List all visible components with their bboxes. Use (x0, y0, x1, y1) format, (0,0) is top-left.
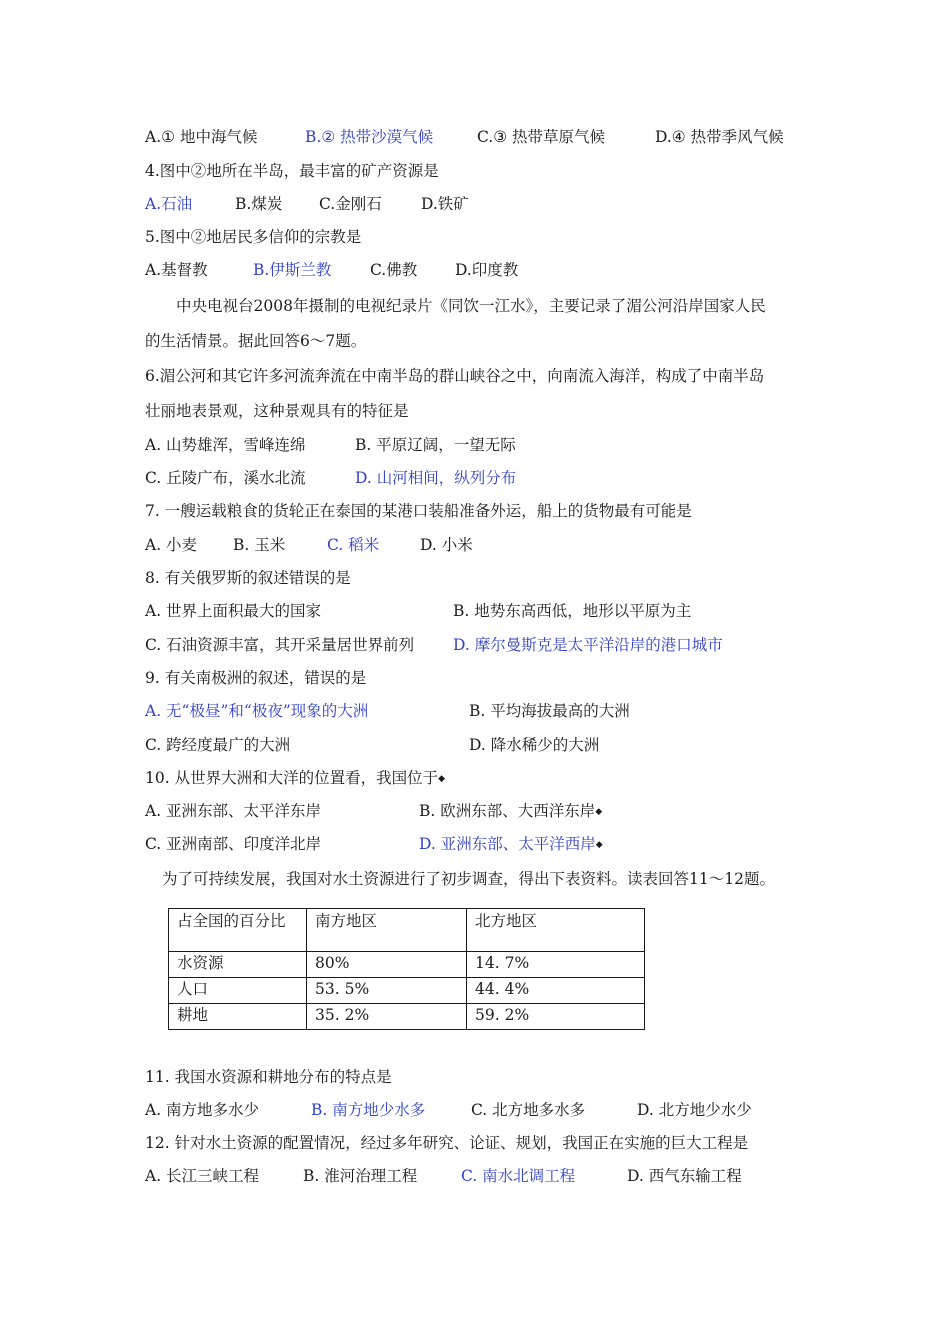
q7-option-a: A. 小麦 (145, 536, 198, 554)
table-cell: 59. 2% (467, 1004, 645, 1030)
q5-option-d: D.印度教 (455, 261, 519, 279)
q5-stem: 5.图中②地居民多信仰的宗教是 (145, 228, 362, 246)
table-header-row (169, 909, 645, 952)
q9-option-a: A. 无“极昼”和“极夜”现象的大洲 (145, 702, 369, 720)
q7-option-b: B. 玉米 (233, 536, 286, 554)
q6-option-a: A. 山势雄浑，雪峰连绵 (145, 436, 306, 454)
table-cell: 53. 5% (307, 978, 467, 1004)
q5-option-a: A.基督教 (145, 261, 208, 279)
q8-stem: 8. 有关俄罗斯的叙述错误的是 (145, 569, 351, 587)
q9-option-c: C. 跨经度最广的大洲 (145, 736, 291, 754)
q6-option-c: C. 丘陵广布，溪水北流 (145, 469, 306, 487)
q8-option-d: D. 摩尔曼斯克是太平洋沿岸的港口城市 (453, 636, 723, 654)
q3-option-b: B.② 热带沙漠气候 (305, 128, 434, 146)
q3-option-d: D.④ 热带季风气候 (655, 128, 784, 146)
q12-stem: 12. 针对水土资源的配置情况，经过多年研究、论证、规划，我国正在实施的巨大工程是 (145, 1134, 749, 1152)
q4-option-a: A.石油 (145, 195, 193, 213)
q10-option-d-wrap (419, 834, 603, 855)
q10-option-b-wrap (419, 801, 602, 822)
q10-mark-1: ◆ (438, 774, 446, 784)
resource-table (168, 908, 645, 1030)
q10-mark-3: ◆ (595, 840, 603, 850)
q8-option-b: B. 地势东高西低，地形以平原为主 (453, 602, 692, 620)
q5-option-c: C.佛教 (370, 261, 418, 279)
q12-option-c: C. 南水北调工程 (461, 1167, 576, 1185)
q11-option-d: D. 北方地少水少 (637, 1101, 752, 1119)
q10-stem-text: 10. 从世界大洲和大洋的位置看，我国位于 (145, 769, 439, 787)
table-cell: 人口 (169, 978, 307, 1004)
table-cell: 80% (307, 952, 467, 978)
q10-stem (145, 768, 445, 789)
q10-option-d: D. 亚洲东部、太平洋西岸 (419, 835, 596, 853)
q3-option-a: A.① 地中海气候 (145, 128, 258, 146)
table-cell: 35. 2% (307, 1004, 467, 1030)
q12-option-d: D. 西气东输工程 (627, 1167, 742, 1185)
q10-option-a: A. 亚洲东部、太平洋东岸 (145, 802, 322, 820)
table-cell: 耕地 (169, 1004, 307, 1030)
q6-stem-line1: 6.湄公河和其它许多河流奔流在中南半岛的群山峡谷之中，向南流入海洋，构成了中南半岛 (145, 367, 765, 385)
q7-option-c: C. 稻米 (327, 536, 380, 554)
table-cell: 14. 7% (467, 952, 645, 978)
q9-option-d: D. 降水稀少的大洲 (469, 736, 600, 754)
q5-option-b: B.伊斯兰教 (253, 261, 332, 279)
passage1-line2: 的生活情景。据此回答6～7题。 (145, 332, 367, 350)
q9-option-b: B. 平均海拔最高的大洲 (469, 702, 630, 720)
q11-stem: 11. 我国水资源和耕地分布的特点是 (145, 1068, 392, 1086)
q9-stem: 9. 有关南极洲的叙述，错误的是 (145, 669, 367, 687)
q10-option-b: B. 欧洲东部、大西洋东岸 (419, 802, 596, 820)
q11-option-c: C. 北方地多水多 (471, 1101, 586, 1119)
table-header-cell: 南方地区 (307, 909, 467, 952)
q6-option-d: D. 山河相间，纵列分布 (355, 469, 517, 487)
q12-option-a: A. 长江三峡工程 (145, 1167, 260, 1185)
q10-mark-2: ◆ (595, 807, 603, 817)
q4-option-c: C.金刚石 (319, 195, 382, 213)
q8-option-a: A. 世界上面积最大的国家 (145, 602, 322, 620)
table-cell: 44. 4% (467, 978, 645, 1004)
passage1-line1: 中央电视台2008年摄制的电视纪录片《同饮一江水》，主要记录了湄公河沿岸国家人民 (176, 297, 766, 315)
q11-option-b: B. 南方地少水多 (311, 1101, 426, 1119)
table-row (169, 952, 645, 978)
q3-option-c: C.③ 热带草原气候 (477, 128, 606, 146)
q6-option-b: B. 平原辽阔，一望无际 (355, 436, 516, 454)
passage2: 为了可持续发展，我国对水土资源进行了初步调查，得出下表资料。读表回答11～12题。 (162, 870, 775, 888)
q11-option-a: A. 南方地多水少 (145, 1101, 260, 1119)
q6-stem-line2: 壮丽地表景观，这种景观具有的特征是 (145, 402, 409, 420)
q4-option-d: D.铁矿 (421, 195, 469, 213)
q4-stem: 4.图中②地所在半岛，最丰富的矿产资源是 (145, 162, 439, 180)
q12-option-b: B. 淮河治理工程 (303, 1167, 418, 1185)
q7-stem: 7. 一艘运载粮食的货轮正在泰国的某港口装船准备外运，船上的货物最有可能是 (145, 502, 692, 520)
table-header-cell: 占全国的百分比 (169, 909, 307, 952)
table-row (169, 978, 645, 1004)
table-header-cell: 北方地区 (467, 909, 645, 952)
table-cell: 水资源 (169, 952, 307, 978)
q7-option-d: D. 小米 (420, 536, 473, 554)
q4-option-b: B.煤炭 (235, 195, 283, 213)
table-row (169, 1004, 645, 1030)
q8-option-c: C. 石油资源丰富，其开采量居世界前列 (145, 636, 415, 654)
q10-option-c: C. 亚洲南部、印度洋北岸 (145, 835, 322, 853)
